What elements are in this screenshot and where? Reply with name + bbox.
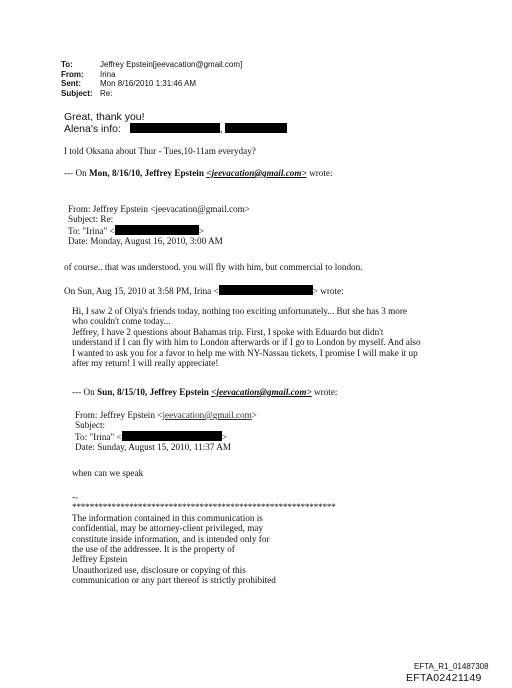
irina-line-2: who couldn't come today... — [72, 316, 171, 327]
msg2-headers — [75, 410, 257, 453]
quote2-suffix: > wrote: — [312, 286, 344, 296]
quote3-prefix: --- On — [72, 387, 98, 397]
reply-line-2 — [64, 123, 287, 135]
quote-prefix: --- On — [64, 168, 90, 178]
irina-line-4: understand if I can fly with him to London afterwards or if I go to London by myself. And also — [72, 337, 421, 348]
disclaimer-line: communication or any part thereof is strictly prohibited — [72, 575, 276, 586]
to-value: Jeffrey Epstein[jeevacation@gmail.com] — [100, 60, 243, 69]
bates-id-1: EFTA_R1_01487308 — [414, 662, 489, 671]
msg2-to-suffix: > — [221, 431, 227, 442]
quote3-date: Sun, 8/15/10, Jeffrey Epstein — [97, 387, 209, 397]
msg2-to — [75, 431, 257, 442]
disclaimer-line: confidential, may be attorney-client privileged, may — [72, 523, 264, 534]
quote-header-1 — [64, 168, 333, 178]
signature-block — [72, 492, 336, 586]
irina-line-1: Hi, I saw 2 of Olya's friends today, nothing too exciting unfortunately... But she has 3 more — [72, 306, 407, 316]
email-header — [61, 60, 242, 98]
irina-line-5: I wanted to ask you for a favor to help me with NY-Nassau tickets, I promise I will make it up — [72, 347, 418, 358]
quote-email-link[interactable]: <jeevacation@gmail.com> — [206, 168, 307, 178]
sent-label: Sent: — [61, 79, 81, 89]
disclaimer-line: The information contained in this communication is — [72, 512, 263, 523]
msg2-to-prefix: To: "Irina" < — [75, 431, 122, 442]
disclaimer-line: the use of the addressee. It is the property of — [72, 544, 235, 555]
to-label: To: — [61, 60, 73, 69]
disclaimer-line: constitute inside information, and is intended only for — [72, 533, 270, 544]
reply-block — [64, 111, 287, 135]
header-sent-row — [61, 79, 242, 89]
irina-line-6: after my return! I will really appreciate! — [72, 358, 219, 369]
msg1-to — [68, 225, 250, 236]
msg1-to-prefix: To: "Irina" < — [68, 225, 115, 236]
msg2-date: Date: Sunday, August 15, 2010, 11:37 AM — [75, 442, 232, 453]
redaction-box — [225, 123, 287, 133]
oksana-line: I told Oksana about Thur - Tues,10-11am everyday? — [64, 146, 256, 156]
msg2-from — [75, 410, 257, 420]
msg1-headers — [68, 204, 250, 247]
msg1-date: Date: Monday, August 16, 2010, 3:00 AM — [68, 236, 223, 247]
from-label: From: — [61, 69, 84, 79]
quote-header-3 — [72, 387, 338, 397]
sent-value: Mon 8/16/2010 1:31:46 AM — [100, 79, 197, 89]
redaction-box — [130, 123, 220, 133]
quote3-email-link[interactable]: <jeevacation@gmail.com> — [211, 387, 312, 397]
reply-line-1: Great, thank you! — [64, 111, 145, 123]
msg1-from: From: Jeffrey Epstein <jeevacation@gmail.com> — [68, 204, 250, 214]
header-from-row — [61, 70, 242, 80]
quote-date: Mon, 8/16/10, Jeffrey Epstein — [89, 168, 204, 178]
quote2-prefix: On Sun, Aug 15, 2010 at 3:58 PM, Irina < — [64, 286, 219, 296]
disclaimer-line: Jeffrey Epstein — [72, 554, 128, 565]
bates-id-2: EFTA02421149 — [406, 672, 482, 684]
msg2-from-prefix: From: Jeffrey Epstein < — [75, 410, 163, 420]
redaction-box — [219, 285, 313, 295]
comma: , — [219, 123, 223, 135]
redaction-box — [115, 225, 199, 235]
from-value: Irina — [100, 69, 116, 79]
signature-stars: ************************************************************ — [72, 502, 336, 513]
alena-info-label: Alena's info: — [64, 123, 121, 135]
header-subject-row — [61, 89, 242, 99]
quote3-suffix: wrote: — [311, 387, 338, 397]
msg1-body: of course.. that was understood. you will fly with him, but commercial to london. — [64, 262, 363, 272]
msg2-from-suffix: > — [251, 410, 257, 420]
disclaimer-line: Unauthorized use, disclosure or copying of this — [72, 564, 246, 575]
subject-value: Re: — [100, 88, 113, 98]
subject-label: Subject: — [61, 88, 93, 98]
msg2-subject: Subject: — [75, 420, 106, 431]
msg2-body: when can we speak — [72, 468, 144, 478]
quote-header-2 — [64, 285, 344, 296]
signature-dashes: -- — [72, 492, 79, 502]
irina-line-3: Jeffrey, I have 2 questions about Bahamas trip. First, I spoke with Eduardo but didn't — [72, 326, 384, 337]
redaction-box — [122, 431, 222, 441]
msg2-email-link[interactable]: jeevacation@gmail.com — [162, 410, 252, 420]
header-to-row — [61, 60, 242, 70]
msg1-subject: Subject: Re: — [68, 214, 114, 225]
quote-suffix: wrote: — [306, 168, 333, 178]
msg1-to-suffix: > — [198, 225, 204, 236]
irina-message — [72, 306, 421, 368]
